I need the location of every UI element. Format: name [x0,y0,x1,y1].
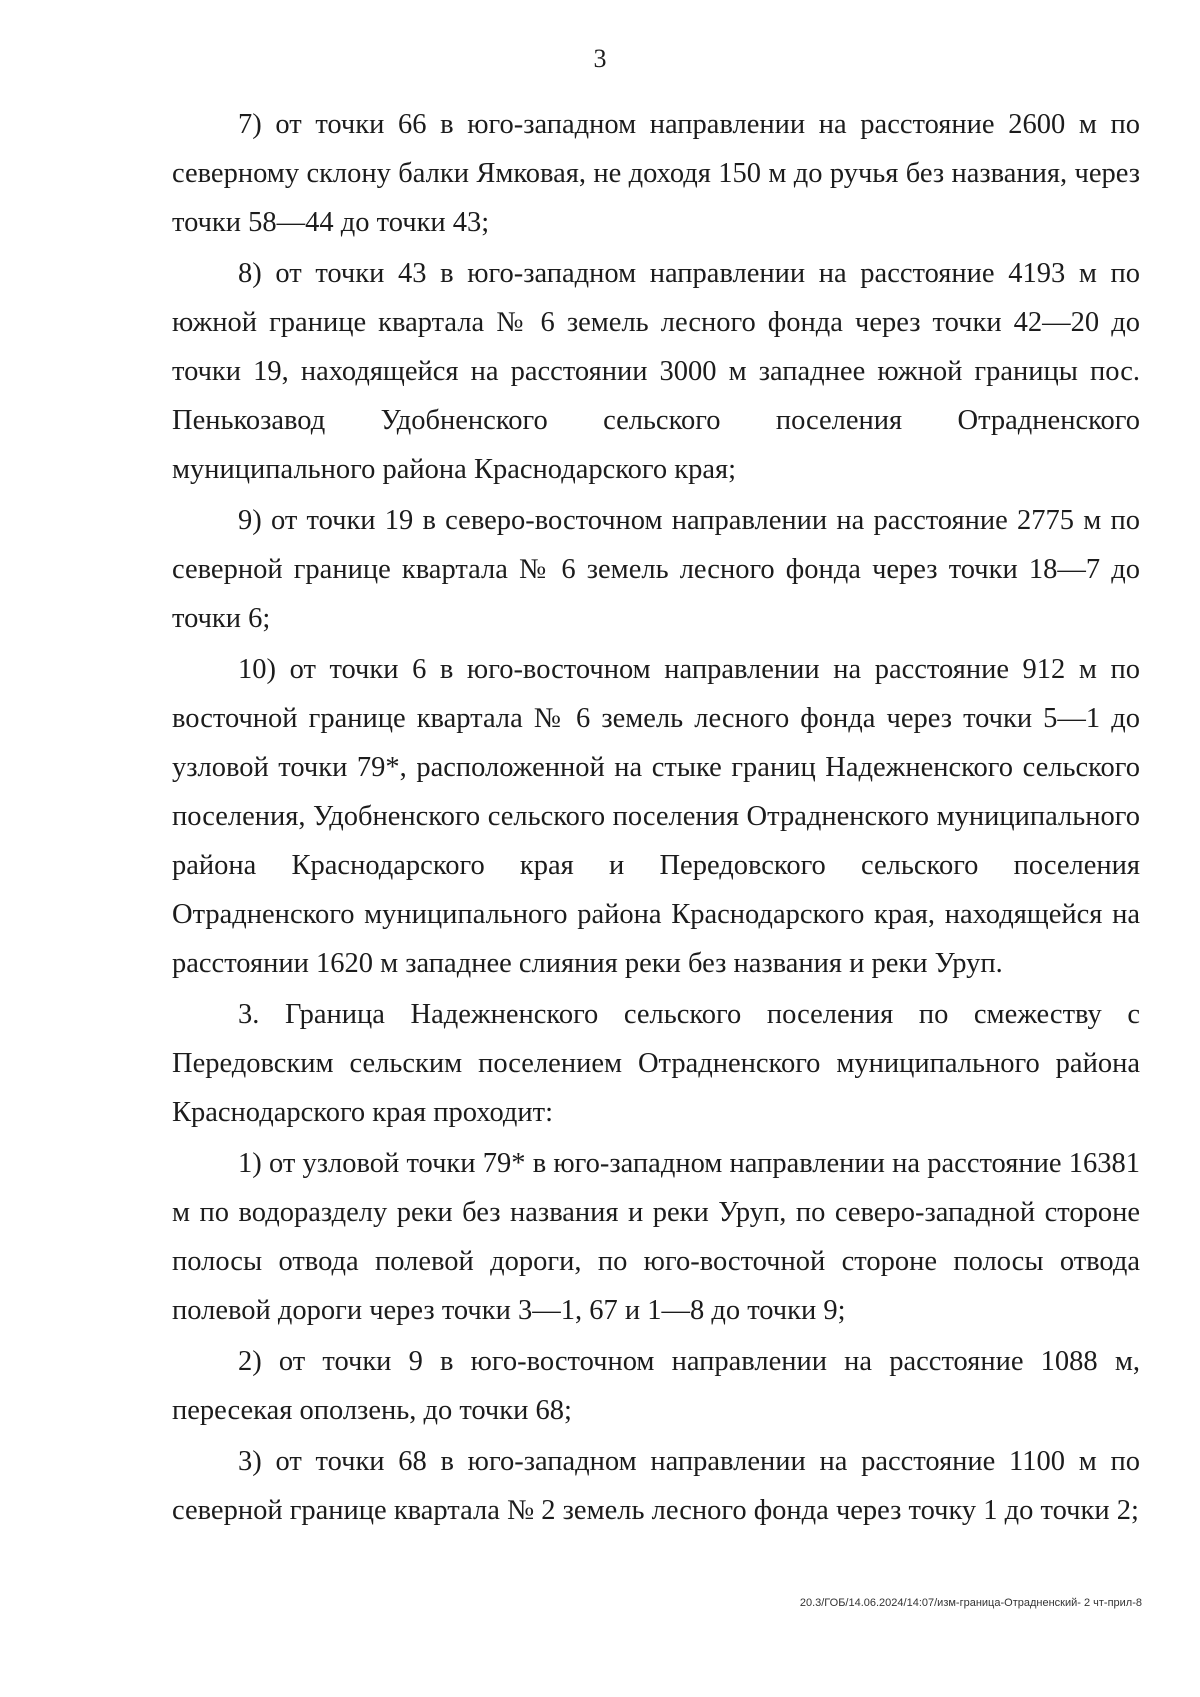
section-3-item-3: 3) от точки 68 в юго-западном направлении на расстояние 1100 м по северной границе квартала № 2 земель лесного фонда через точку 1 до точки 2; [172,1446,1140,1526]
section-3-item-1: 1) от узловой точки 79* в юго-западном направлении на расстояние 16381 м по водоразделу реки без названия и реки Уруп, по северо-западной стороне полосы отвода полевой дороги, по юго-восточной стороне полосы отвода полевой дороги через точки 3—1, 67 и 1—8 до точки 9; [172,1148,1140,1326]
page-number: 3 [593,44,607,73]
paragraph-item-8: 8) от точки 43 в юго-западном направлении на расстояние 4193 м по южной границе квартала № 6 земель лесного фонда через точки 42—20 до точки 19, находящейся на расстоянии 3000 м западнее южной границы пос. Пенькозавод Удобненского сельского поселения Отрадненского муниципального района Краснодарского края; [172,258,1140,485]
paragraph-item-10: 10) от точки 6 в юго-восточном направлении на расстояние 912 м по восточной границе квартала № 6 земель лесного фонда через точки 5—1 до узловой точки 79*, расположенной на стыке границ Надежненского сельского поселения, Удобненского сельского поселения Отрадненского муниципального района Краснодарского края и Передовского сельского поселения Отрадненского муниципального района Краснодарского края, находящейся на расстоянии 1620 м западнее слияния реки без названия и реки Уруп. [172,654,1140,979]
paragraph-item-9: 9) от точки 19 в северо-восточном направлении на расстояние 2775 м по северной границе квартала № 6 земель лесного фонда через точки 18—7 до точки 6; [172,505,1140,634]
paragraph-item-7: 7) от точки 66 в юго-западном направлении на расстояние 2600 м по северному склону балки Ямковая, не доходя 150 м до ручья без названия, через точки 58—44 до точки 43; [172,109,1140,238]
section-3-item-2: 2) от точки 9 в юго-восточном направлении на расстояние 1088 м, пересекая оползень, до точки 68; [172,1346,1140,1426]
document-body [172,100,1140,1535]
document-footer-code: 20.3/ГОБ/14.06.2024/14:07/изм-граница-Отрадненский- 2 чт-прил-8 [799,1597,1142,1609]
section-3-heading-paragraph: 3. Граница Надежненского сельского поселения по смежеству с Передовским сельским поселением Отрадненского муниципального района Краснодарского края проходит: [172,999,1140,1128]
